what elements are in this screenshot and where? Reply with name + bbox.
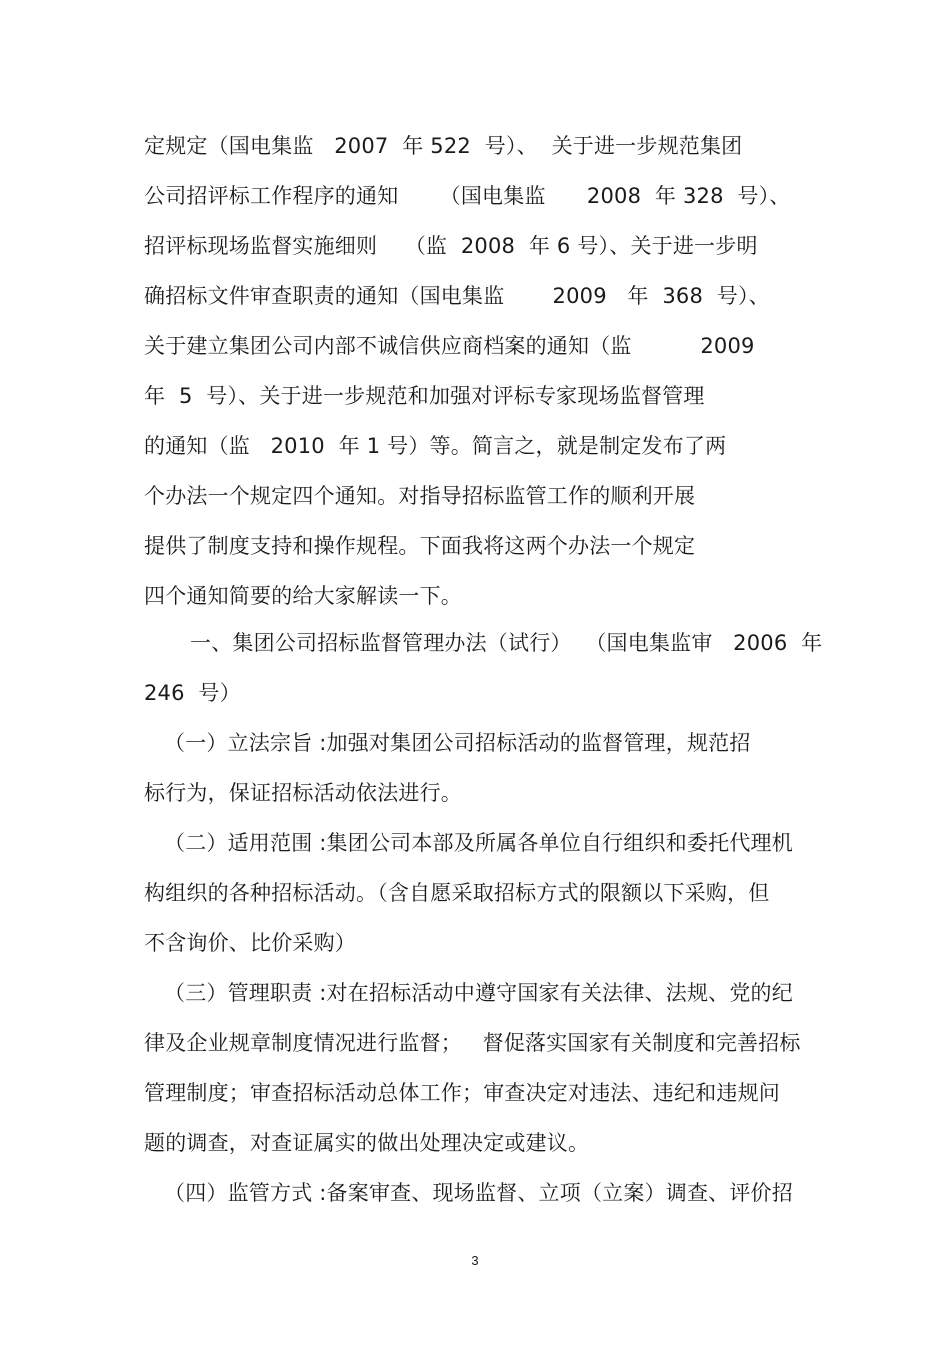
subsection-line: （三）管理职责 :对在招标活动中遵守国家有关法律、法规、党的纪 [164, 981, 793, 1005]
text-line: 确招标文件审查职责的通知（国电集监 2009 年 368 号）、 [144, 284, 770, 308]
text-line: 定规定（国电集监 2007 年 522 号）、 关于进一步规范集团 [144, 134, 743, 158]
text-line: 标行为，保证招标活动依法进行。 [144, 781, 462, 805]
text-line: 的通知（监 2010 年 1 号）等。简言之，就是制定发布了两 [144, 434, 727, 458]
text-line: 四个通知简要的给大家解读一下。 [144, 584, 462, 608]
text-line: 招评标现场监督实施细则 （监 2008 年 6 号）、关于进一步明 [144, 234, 758, 258]
section-heading: 一、集团公司招标监督管理办法（试行） （国电集监审 2006 年 [190, 631, 823, 655]
text-line: 不含询价、比价采购） [144, 931, 356, 955]
page-number: 3 [471, 1253, 479, 1268]
text-line: 公司招评标工作程序的通知 （国电集监 2008 年 328 号）、 [144, 184, 791, 208]
text-line: 年 5 号）、关于进一步规范和加强对评标专家现场监督管理 [144, 384, 705, 408]
text-line: 构组织的各种招标活动。（含自愿采取招标方式的限额以下采购，但 [144, 881, 770, 905]
text-line: 提供了制度支持和操作规程。下面我将这两个办法一个规定 [144, 534, 696, 558]
subsection-line: （一）立法宗旨 :加强对集团公司招标活动的监督管理，规范招 [164, 731, 751, 755]
text-line: 关于建立集团公司内部不诚信供应商档案的通知（监 2009 [144, 334, 755, 358]
text-line: 管理制度；审查招标活动总体工作；审查决定对违法、违纪和违规问 [144, 1081, 780, 1105]
subsection-line: （四）监管方式 :备案审查、现场监督、立项（立案）调查、评价招 [164, 1181, 793, 1205]
text-line: 律及企业规章制度情况进行监督； 督促落实国家有关制度和完善招标 [144, 1031, 801, 1055]
text-line: 个办法一个规定四个通知。对指导招标监管工作的顺利开展 [144, 484, 696, 508]
text-line: 246 号） [144, 681, 241, 705]
text-line: 题的调查，对查证属实的做出处理决定或建议。 [144, 1131, 590, 1155]
subsection-line: （二）适用范围 :集团公司本部及所属各单位自行组织和委托代理机 [164, 831, 793, 855]
